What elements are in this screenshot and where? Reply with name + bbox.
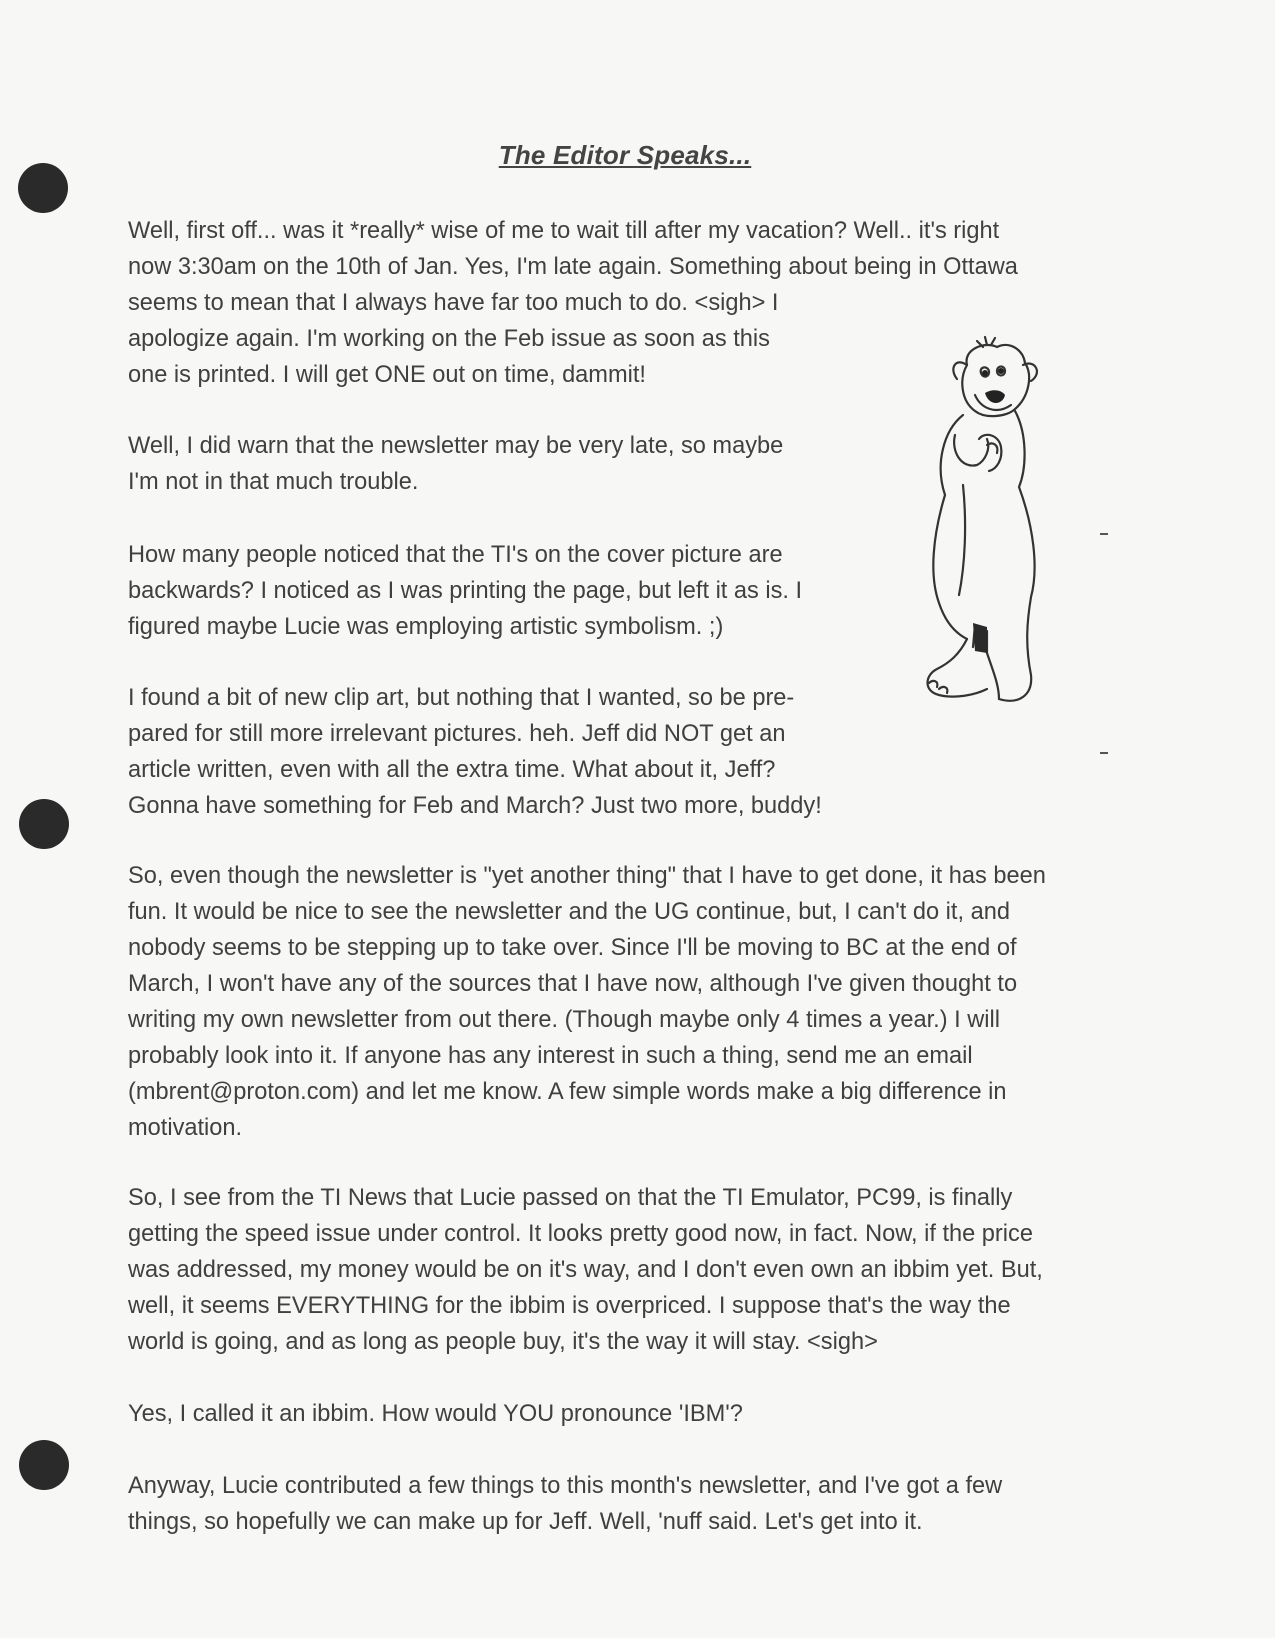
text-line: So, I see from the TI News that Lucie passed on that the TI Emulator, PC99, is finally [128, 1185, 1013, 1211]
paragraph-5 [128, 858, 1046, 1146]
text-line: one is printed. I will get ONE out on time, dammit! [128, 362, 646, 388]
binder-hole-bottom [19, 1440, 69, 1490]
text-line: apologize again. I'm working on the Feb issue as soon as this [128, 326, 770, 352]
text-line: motivation. [128, 1115, 243, 1141]
text-line: things, so hopefully we can make up for Jeff. Well, 'nuff said. Let's get into it. [128, 1509, 923, 1535]
binder-hole-middle [19, 799, 69, 849]
text-line: So, even though the newsletter is "yet another thing" that I have to get done, it has been [128, 863, 1046, 889]
text-line: March, I won't have any of the sources that I have now, although I've given thought to [128, 971, 1018, 997]
text-line: I'm not in that much trouble. [128, 469, 419, 495]
paragraph-8 [128, 1468, 1002, 1540]
margin-mark [1100, 752, 1108, 754]
text-line: fun. It would be nice to see the newsletter and the UG continue, but, I can't do it, and [128, 899, 1010, 925]
text-line: probably look into it. If anyone has any interest in such a thing, send me an email [128, 1043, 973, 1069]
paragraph-1 [128, 213, 1018, 393]
text-line: backwards? I noticed as I was printing the page, but left it as is. I [128, 578, 803, 604]
text-line: nobody seems to be stepping up to take over. Since I'll be moving to BC at the end of [128, 935, 1017, 961]
text-line: figured maybe Lucie was employing artistic symbolism. ;) [128, 614, 724, 640]
paragraph-7 [128, 1396, 743, 1432]
text-line: now 3:30am on the 10th of Jan. Yes, I'm late again. Something about being in Ottawa [128, 254, 1018, 280]
paragraph-4 [128, 680, 822, 824]
text-line: was addressed, my money would be on it's way, and I don't even own an ibbim yet. But, [128, 1257, 1043, 1283]
text-line: Gonna have something for Feb and March? Just two more, buddy! [128, 793, 822, 819]
text-line: pared for still more irrelevant pictures. heh. Jeff did NOT get an [128, 721, 786, 747]
text-line: Well, I did warn that the newsletter may be very late, so maybe [128, 433, 784, 459]
text-line: article written, even with all the extra time. What about it, Jeff? [128, 757, 776, 783]
margin-mark [1100, 533, 1108, 535]
text-line: getting the speed issue under control. It looks pretty good now, in fact. Now, if the price [128, 1221, 1033, 1247]
text-line: Anyway, Lucie contributed a few things to this month's newsletter, and I've got a few [128, 1473, 1003, 1499]
text-line: How many people noticed that the TI's on the cover picture are [128, 542, 783, 568]
text-line: writing my own newsletter from out there. (Though maybe only 4 times a year.) I will [128, 1007, 1001, 1033]
paragraph-6 [128, 1180, 1043, 1360]
text-line: I found a bit of new clip art, but nothing that I wanted, so be pre- [128, 685, 795, 711]
text-line: seems to mean that I always have far too much to do. <sigh> I [128, 290, 779, 316]
text-line: (mbrent@proton.com) and let me know. A few simple words make a big difference in [128, 1079, 1007, 1105]
text-line: well, it seems EVERYTHING for the ibbim is overpriced. I suppose that's the way the [128, 1293, 1011, 1319]
bear-clipart-icon [915, 335, 1075, 725]
page-title: The Editor Speaks... [498, 140, 752, 170]
paragraph-2 [128, 428, 783, 500]
text-line: Yes, I called it an ibbim. How would YOU pronounce 'IBM'? [128, 1401, 743, 1427]
text-line: Well, first off... was it *really* wise of me to wait till after my vacation? Well.. it's right [128, 218, 1000, 244]
text-line: world is going, and as long as people buy, it's the way it will stay. <sigh> [128, 1329, 878, 1355]
paragraph-3 [128, 537, 802, 645]
